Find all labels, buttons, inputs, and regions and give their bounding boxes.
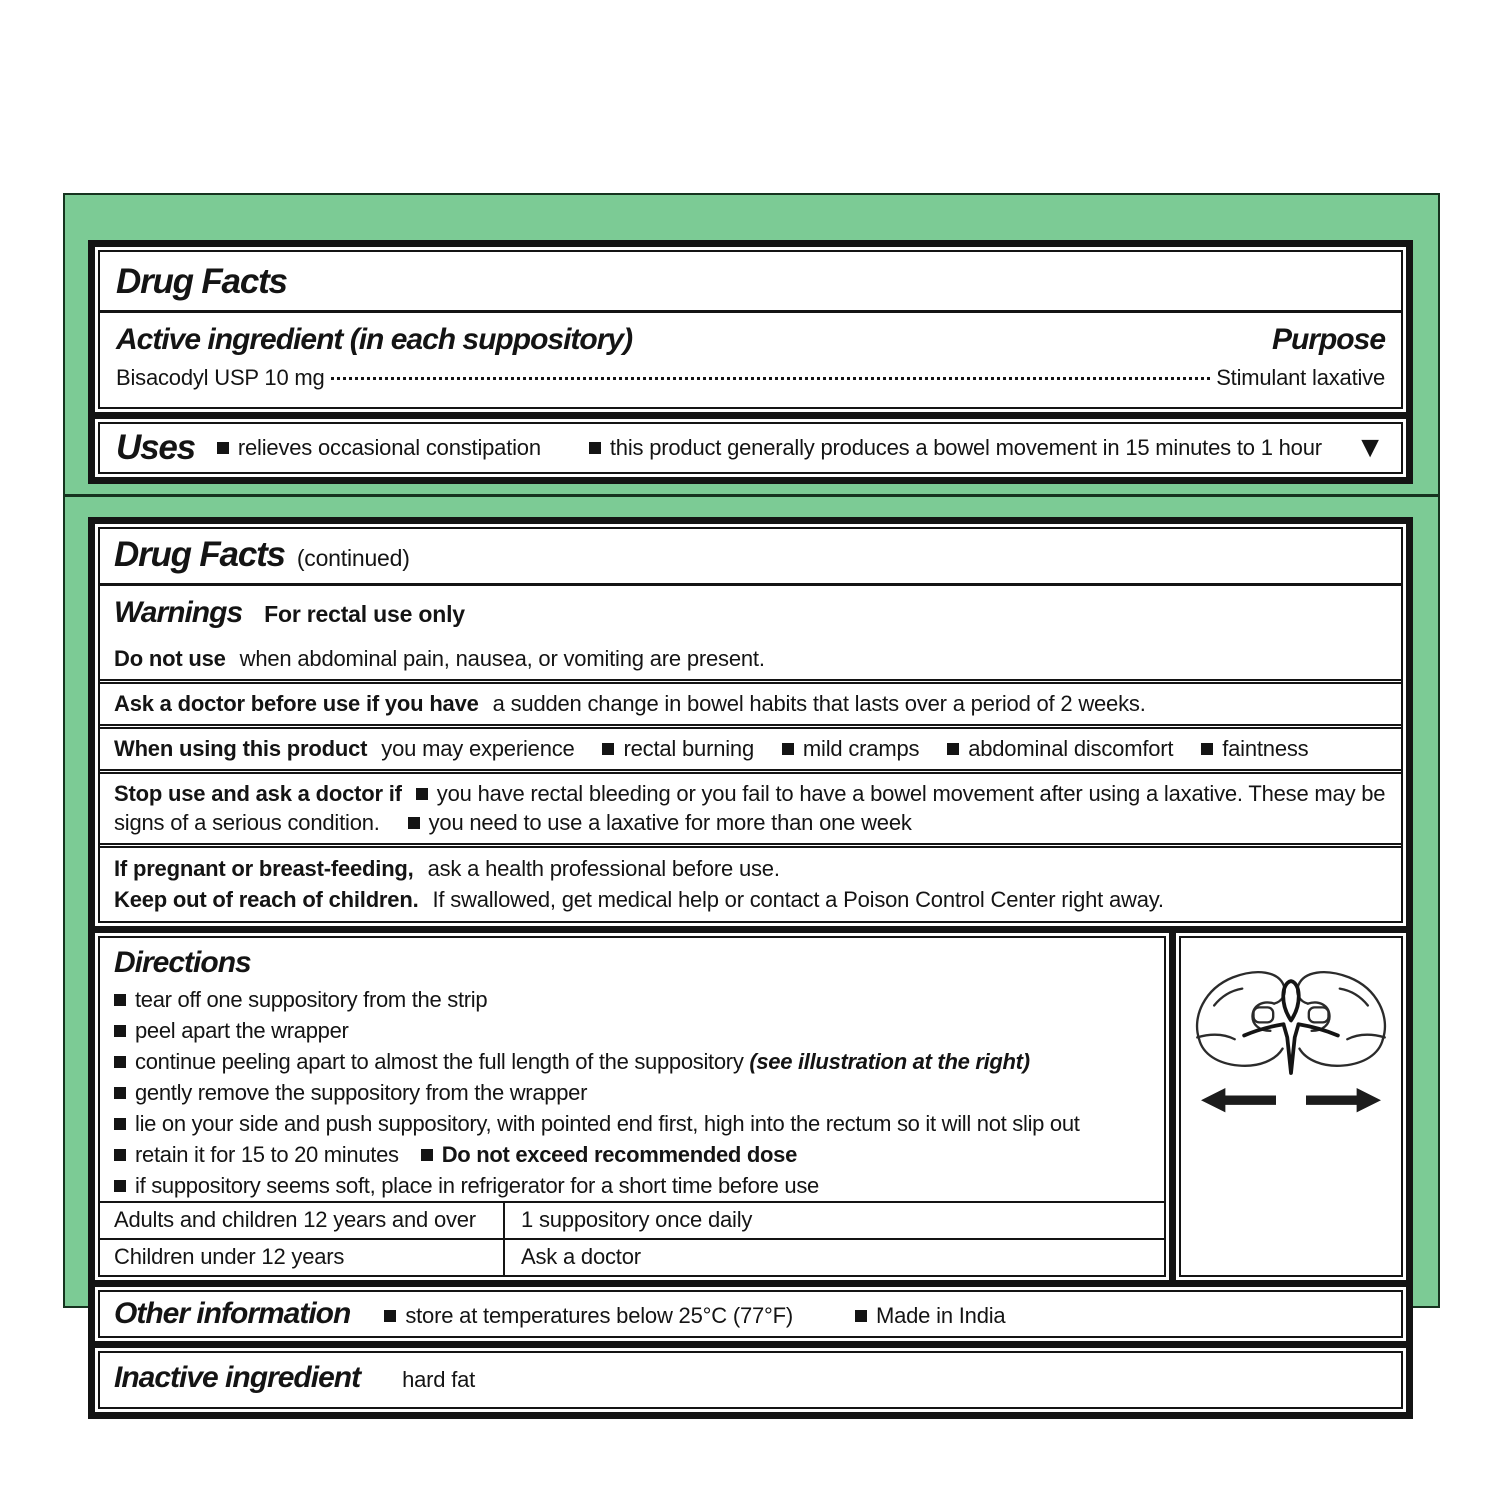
bullet-square-icon <box>855 1310 867 1322</box>
uses-item: relieves occasional constipation <box>237 435 541 460</box>
warning-line <box>114 884 1387 915</box>
warning-item: abdominal discomfort <box>968 735 1180 761</box>
directions-bullets <box>114 984 1150 1201</box>
direction-text: if suppository seems soft, place in refrigerator for a short time before use <box>135 1173 819 1198</box>
active-ingredient-row <box>116 313 1385 363</box>
drug-facts-title: Drug Facts <box>116 262 287 301</box>
direction-text: Do not exceed recommended dose <box>441 1141 798 1167</box>
directions-block <box>98 936 1403 1277</box>
ingredient-leader-row <box>116 363 1385 397</box>
peel-apart-illustration <box>1179 936 1403 1277</box>
direction-text: peel apart the wrapper <box>135 1017 349 1043</box>
active-ingredient-heading: Active ingredient (in each suppository) <box>116 323 633 356</box>
inactive-ingredient-value: hard fat <box>402 1367 476 1393</box>
dosage-row <box>100 1203 1164 1238</box>
warning-lead: you may experience <box>381 735 581 761</box>
dotted-leader <box>331 377 1211 380</box>
warning-text: a sudden change in bowel habits that lasts over a period of 2 weeks. <box>492 690 1146 716</box>
bullet-square-icon <box>782 743 794 755</box>
bullet-square-icon <box>1201 743 1213 755</box>
directions-heading: Directions <box>114 945 251 979</box>
ingredient-name: Bisacodyl USP 10 mg <box>116 365 325 390</box>
bullet-square-icon <box>114 1056 126 1068</box>
bullet-square-icon <box>114 1180 126 1192</box>
inactive-ingredient-section <box>98 1351 1403 1409</box>
purpose-heading: Purpose <box>1271 323 1385 356</box>
inactive-ingredient-heading: Inactive ingredient <box>114 1361 361 1395</box>
bullet-square-icon <box>217 442 229 454</box>
direction-text: continue peeling apart to almost the full length of the suppository <box>135 1048 750 1074</box>
warning-row <box>100 843 1401 921</box>
panel-divider-line <box>63 494 1440 497</box>
uses-item: this product generally produces a bowel movement in 15 minutes to 1 hour <box>609 435 1322 460</box>
warning-label: If pregnant or breast-feeding, <box>114 855 414 881</box>
active-ingredient-section <box>98 250 1403 409</box>
bullet-square-icon <box>114 994 126 1006</box>
directions-section <box>98 936 1166 1277</box>
direction-bullet <box>114 1077 1150 1108</box>
warnings-heading: Warnings <box>114 596 243 629</box>
dosage-amount: 1 suppository once daily <box>521 1207 753 1233</box>
ingredient-purpose: Stimulant laxative <box>1216 365 1385 390</box>
uses-section <box>98 422 1403 474</box>
warning-item: faintness <box>1222 735 1309 761</box>
bullet-square-icon <box>602 743 614 755</box>
hands-peeling-wrapper-icon <box>1186 942 1396 1234</box>
dosage-age-group: Children under 12 years <box>100 1240 505 1275</box>
warning-item: you need to use a laxative for more than one week <box>428 809 912 835</box>
dosage-table <box>100 1201 1164 1275</box>
bullet-square-icon <box>947 743 959 755</box>
dosage-amount: Ask a doctor <box>521 1244 641 1270</box>
bullet-square-icon <box>114 1118 126 1130</box>
bullet-square-icon <box>114 1087 126 1099</box>
bullet-square-icon <box>114 1025 126 1037</box>
other-information-heading: Other information <box>114 1297 351 1331</box>
warning-item: you have rectal bleeding or you fail to have a bowel movement after using a laxative. These may be signs of a serious condition. <box>114 780 1386 835</box>
drug-facts-back-box <box>88 517 1413 1419</box>
direction-text: tear off one suppository from the strip <box>135 986 488 1012</box>
warning-text: ask a health professional before use. <box>427 855 780 881</box>
bullet-square-icon <box>416 788 428 800</box>
warning-item: mild cramps <box>802 735 926 761</box>
direction-bullet <box>114 1046 1150 1077</box>
other-information-item: Made in India <box>875 1303 1006 1329</box>
direction-text: (see illustration at the right) <box>749 1048 1030 1074</box>
other-information-item: store at temperatures below 25°C (77°F) <box>405 1303 793 1329</box>
continued-triangle-icon: ▼ <box>1355 431 1385 464</box>
bullet-square-icon <box>408 817 420 829</box>
bullet-square-icon <box>421 1149 433 1161</box>
warning-text: when abdominal pain, nausea, or vomiting are present. <box>239 645 765 671</box>
dosage-row <box>100 1238 1164 1275</box>
bullet-square-icon <box>114 1149 126 1161</box>
warning-line <box>114 853 1387 884</box>
uses-heading: Uses <box>116 428 195 467</box>
direction-bullet <box>114 1139 1150 1170</box>
dosage-age-group: Adults and children 12 years and over <box>100 1203 505 1238</box>
direction-text: retain it for 15 to 20 minutes <box>135 1141 399 1167</box>
direction-text: lie on your side and push suppository, with pointed end first, high into the rectum so it will not slip out <box>135 1110 1080 1136</box>
drug-facts-front-box <box>88 240 1413 484</box>
warning-item: rectal burning <box>623 735 760 761</box>
rectal-use-only-label: For rectal use only <box>264 601 465 627</box>
warning-row <box>100 679 1401 724</box>
other-information-section <box>98 1290 1403 1338</box>
warning-text: If swallowed, get medical help or contact a Poison Control Center right away. <box>432 886 1164 912</box>
continued-label: (continued) <box>296 545 410 571</box>
direction-text: gently remove the suppository from the wrapper <box>135 1079 588 1105</box>
direction-bullet <box>114 984 1150 1015</box>
uses-items <box>217 435 1348 461</box>
warning-label: Stop use and ask a doctor if <box>114 780 402 806</box>
pull-apart-arrows-icon <box>1201 1088 1381 1112</box>
warning-row <box>100 639 1401 679</box>
direction-bullet <box>114 1170 1150 1201</box>
warning-row <box>100 724 1401 769</box>
warning-label: Keep out of reach of children. <box>114 886 419 912</box>
drug-facts-title-continued: Drug Facts <box>114 535 285 574</box>
warning-label: When using this product <box>114 735 368 761</box>
direction-bullet <box>114 1015 1150 1046</box>
warning-label: Ask a doctor before use if you have <box>114 690 479 716</box>
warning-label: Do not use <box>114 645 226 671</box>
drug-facts-continued-title <box>100 529 1401 586</box>
direction-bullet <box>114 1108 1150 1139</box>
warnings-section <box>98 527 1403 923</box>
warning-row <box>100 769 1401 843</box>
other-information-items <box>384 1303 1045 1329</box>
warnings-heading-row <box>100 586 1401 639</box>
bullet-square-icon <box>384 1310 396 1322</box>
bullet-square-icon <box>589 442 601 454</box>
package-panel <box>63 193 1440 1395</box>
